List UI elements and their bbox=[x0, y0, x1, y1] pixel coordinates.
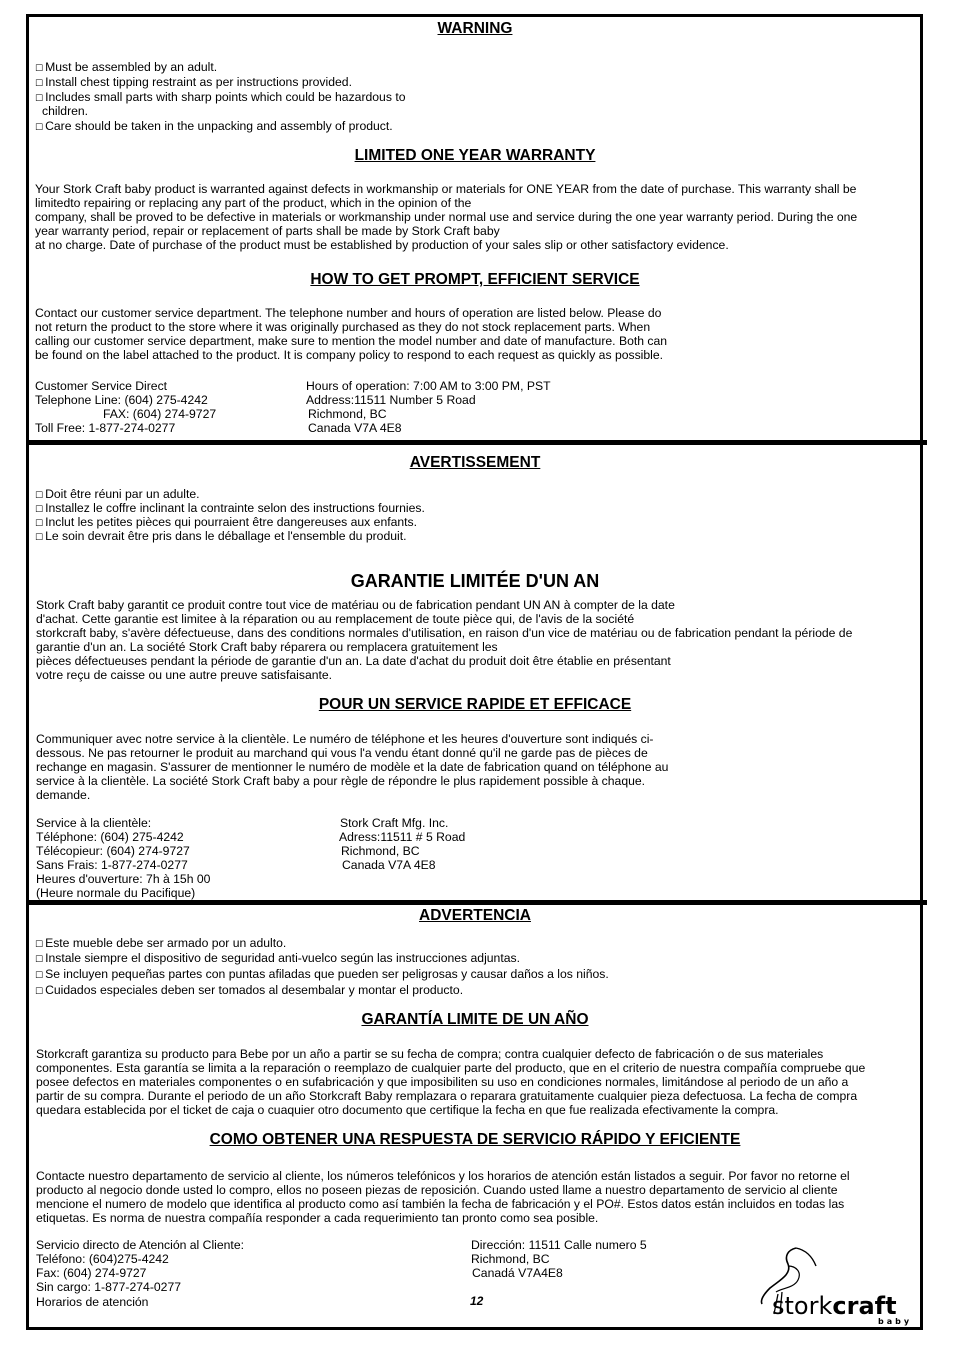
warranty-line: company, shall be proved to be defective in materials or workmanship under normal use and service during the one year warranty period. During the one bbox=[35, 210, 858, 224]
contact-line: Canada V7A 4E8 bbox=[308, 421, 402, 435]
warning-item: ☐ Includes small parts with sharp points which could be hazardous to bbox=[35, 90, 406, 104]
section-divider bbox=[26, 440, 927, 445]
warranty-line: quedara establecida por el ticket de caja o cuaquier otro documento que certifique la fecha en que fue realizada efectivamente la compra. bbox=[36, 1103, 779, 1117]
warning-item: ☐ Este mueble debe ser armado por un adulto. bbox=[35, 936, 287, 950]
contact-line: Sin cargo: 1-877-274-0277 bbox=[36, 1280, 181, 1294]
service-line: calling our customer service department, make sure to mention the model number and date of manufacture. Both can bbox=[35, 334, 668, 348]
warning-item: ☐ Cuidados especiales deben ser tomados al desembalar y montar el producto. bbox=[35, 983, 464, 997]
service-line: producto al negocio donde usted lo compro, ellos no poseen piezas de reposición. Cuando usted llame a nuestro departamento de servicio al cliente bbox=[36, 1183, 838, 1197]
warning-item: ☐ Se incluyen pequeñas partes con puntas afiladas que pueden ser peligrosas y causar daños a los niños. bbox=[35, 967, 609, 981]
contact-line: Teléfono: (604)275-4242 bbox=[36, 1252, 169, 1266]
checkbox-icon: ☐ bbox=[35, 491, 44, 501]
warranty-line: componentes. Esta garantía se limita a la reparación o reemplazo de cualquier parte del producto, que en el criterio de nuestra compañía compruebe que bbox=[36, 1061, 866, 1075]
service-line: not return the product to the store where it was originally purchased as they do not stock replacement parts. When bbox=[35, 320, 651, 334]
contact-line: Servicio directo de Atención al Cliente: bbox=[36, 1238, 244, 1252]
checkbox-icon: ☐ bbox=[35, 94, 44, 104]
contact-line: Service à la clientèle: bbox=[36, 816, 152, 830]
contact-line: Richmond, BC bbox=[341, 844, 420, 858]
stork-bird-icon bbox=[752, 1236, 912, 1326]
contact-line: Richmond, BC bbox=[471, 1252, 550, 1266]
service-line: mencione el numero de modelo que identifica al producto como así también la fecha de fabricación y el PO#. Estos datos están incluidos en todas las bbox=[36, 1197, 845, 1211]
service-line: etiquetas. Es norma de nuestra compañía responder a cada requerimiento tan pronto como sea posible. bbox=[36, 1211, 599, 1225]
warning-item: ☐ Care should be taken in the unpacking and assembly of product. bbox=[35, 119, 393, 133]
contact-line: Address:11511 Number 5 Road bbox=[306, 393, 476, 407]
logo-sub: baby bbox=[878, 1317, 912, 1326]
checkbox-icon: ☐ bbox=[35, 533, 44, 543]
contact-line: Customer Service Direct bbox=[35, 379, 168, 393]
contact-line: Adress:11511 # 5 Road bbox=[339, 830, 466, 844]
warranty-line: at no charge. Date of purchase of the product must be established by production of your sales slip or other satisfactory evidence. bbox=[35, 238, 729, 252]
contact-line: Sans Frais: 1-877-274-0277 bbox=[36, 858, 188, 872]
checkbox-icon: ☐ bbox=[35, 64, 44, 74]
storkcraft-logo bbox=[752, 1236, 912, 1326]
warranty-line: year warranty period, repair or replacement of parts shall be made by Stork Craft baby bbox=[35, 224, 500, 238]
service-line: rechange en magasin. S'assurer de mentionner le numéro de modèle et la date de fabrication quand on téléphone au bbox=[36, 760, 669, 774]
warranty-line: d'achat. Cette garantie est limitee à la réparation ou au remplacement de toute pièce qui, de l'avis de la société bbox=[36, 612, 635, 626]
warning-item: ☐ Inclut les petites pièces qui pourraient être dangereuses aux enfants. bbox=[35, 515, 418, 529]
advertencia-title: ADVERTENCIA bbox=[419, 907, 531, 924]
logo-brand-bold: craft bbox=[832, 1292, 897, 1320]
warranty-line: Storkcraft garantiza su producto para Bebe por un año a partir se su fecha de compra; contra cualquier defecto de fabricación o de sus materiales bbox=[36, 1047, 824, 1061]
warranty-line: partir de su compra. Durante el periodo de un año Storkcraft Baby remplazara o reparara gratuitamente cualquier pieza defectuosa. La fecha de compra bbox=[36, 1089, 858, 1103]
service-line: be found on the label attached to the product. It is company policy to respond to each request as quickly as possible. bbox=[35, 348, 664, 362]
checkbox-icon: ☐ bbox=[35, 79, 44, 89]
avertissement-title: AVERTISSEMENT bbox=[409, 454, 541, 471]
contact-line: Heures d'ouverture: 7h à 15h 00 bbox=[36, 872, 211, 886]
service-line: Contacte nuestro departamento de servicio al cliente, los números telefónicos y los horarios de atención están listados a seguir. Por favor no retorne el bbox=[36, 1169, 850, 1183]
contact-line: Canadá V7A4E8 bbox=[472, 1266, 563, 1280]
contact-line: (Heure normale du Pacifique) bbox=[36, 886, 196, 900]
warning-item: ☐ Instale siempre el dispositivo de seguridad anti-vuelco según las instrucciones adjuntas. bbox=[35, 951, 520, 965]
warning-item-continued: children. bbox=[42, 104, 89, 118]
warranty-line: storkcraft baby, s'avère défectueuse, dans des conditions normales d'utilisation, en raison d'un vice de matériau ou de fabrication pendant la période de bbox=[36, 626, 853, 640]
section-divider bbox=[26, 900, 927, 905]
contact-line: Téléphone: (604) 275-4242 bbox=[36, 830, 184, 844]
service-line: demande. bbox=[36, 788, 91, 802]
warranty-line: limitedto repairing or replacing any part of the product, which in the opinion of the bbox=[35, 196, 472, 210]
warning-item: ☐ Install chest tipping restraint as per instructions provided. bbox=[35, 75, 352, 89]
garantie-title: GARANTIE LIMITÉE D'UN AN bbox=[350, 571, 600, 591]
service-line: Communiquer avec notre service à la clientèle. Le numéro de téléphone et les heures d'ouverture sont indiqués ci- bbox=[36, 732, 654, 746]
checkbox-icon: ☐ bbox=[35, 519, 44, 529]
warranty-line: garantie d'un an. La société Stork Craft baby réparera ou remplacera gratuitement les bbox=[36, 640, 498, 654]
service-title: POUR UN SERVICE RAPIDE ET EFFICACE bbox=[318, 696, 632, 713]
contact-line: Richmond, BC bbox=[308, 407, 387, 421]
service-line: dessous. Ne pas retourner le produit au marchand qui vous l'a vendu étant donné qu'il ne garde pas de pièces de bbox=[36, 746, 648, 760]
warranty-title: LIMITED ONE YEAR WARRANTY bbox=[354, 147, 596, 164]
checkbox-icon: ☐ bbox=[35, 505, 44, 515]
checkbox-icon: ☐ bbox=[35, 987, 44, 997]
checkbox-icon: ☐ bbox=[35, 955, 44, 965]
garantia-title: GARANTÍA LIMITE DE UN AÑO bbox=[361, 1011, 589, 1028]
warning-item: ☐ Le soin devrait être pris dans le déballage et l'ensemble du produit. bbox=[35, 529, 407, 543]
page-number: 12 bbox=[470, 1294, 484, 1308]
contact-line: Hours of operation: 7:00 AM to 3:00 PM, PST bbox=[306, 379, 551, 393]
checkbox-icon: ☐ bbox=[35, 971, 44, 981]
logo-brand-light: stork bbox=[772, 1292, 833, 1320]
warning-item: ☐ Doit être réuni par un adulte. bbox=[35, 487, 200, 501]
warranty-line: Stork Craft baby garantit ce produit contre tout vice de matériau ou de fabrication pendant UN AN à compter de la date bbox=[36, 598, 675, 612]
contact-line: Toll Free: 1-877-274-0277 bbox=[35, 421, 176, 435]
warranty-line: votre reçu de caisse ou une autre preuve satisfaisante. bbox=[36, 668, 333, 682]
contact-line: Telephone Line: (604) 275-4242 bbox=[35, 393, 208, 407]
contact-line: Stork Craft Mfg. Inc. bbox=[340, 816, 449, 830]
contact-line: FAX: (604) 274-9727 bbox=[103, 407, 217, 421]
warranty-line: Your Stork Craft baby product is warranted against defects in workmanship or materials for ONE YEAR from the date of purchase. This warranty shall be bbox=[35, 182, 857, 196]
service-line: Contact our customer service department. The telephone number and hours of operation are listed below. Please do bbox=[35, 306, 662, 320]
contact-line: Télécopieur: (604) 274-9727 bbox=[36, 844, 190, 858]
warning-title: WARNING bbox=[437, 20, 513, 37]
service-line: service à la clientèle. La société Stork Craft baby a pour règle de répondre le plus rapidement possible à chaque. bbox=[36, 774, 646, 788]
contact-line: Canada V7A 4E8 bbox=[342, 858, 436, 872]
contact-line: Horarios de atención bbox=[36, 1295, 149, 1309]
svg-text:storkcraft bbox=[772, 1292, 897, 1320]
service-title: HOW TO GET PROMPT, EFFICIENT SERVICE bbox=[310, 271, 640, 288]
contact-line: Dirección: 11511 Calle numero 5 bbox=[471, 1238, 647, 1252]
warning-item: ☐ Installez le coffre inclinant la contrainte selon des instructions fournies. bbox=[35, 501, 425, 515]
checkbox-icon: ☐ bbox=[35, 123, 44, 133]
service-title: COMO OBTENER UNA RESPUESTA DE SERVICIO RÁPIDO Y EFICIENTE bbox=[209, 1131, 741, 1148]
checkbox-icon: ☐ bbox=[35, 940, 44, 950]
warranty-line: posee defectos en materiales componentes o en sufabricación y que imposibiliten su uso en condiciones normales, limitándose al periodo de un año a bbox=[36, 1075, 849, 1089]
warranty-line: pièces défectueuses pendant la période de garantie d'un an. La date d'achat du produit doit être établie en présentant bbox=[36, 654, 671, 668]
warning-item: ☐ Must be assembled by an adult. bbox=[35, 60, 218, 74]
contact-line: Fax: (604) 274-9727 bbox=[36, 1266, 147, 1280]
